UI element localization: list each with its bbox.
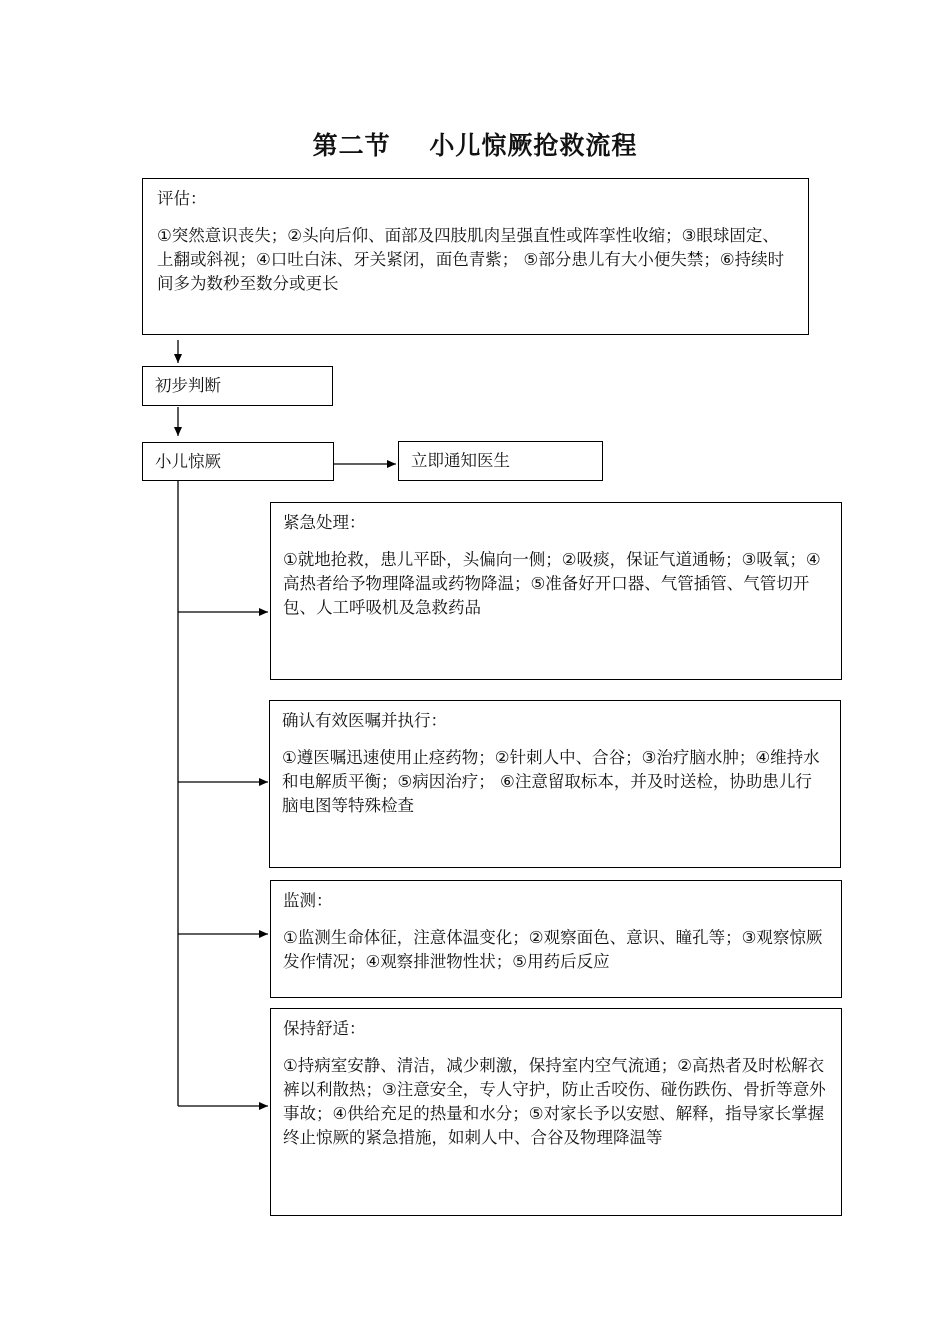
step-orders-box (269, 700, 841, 868)
step-heading: 紧急处理： (283, 513, 366, 532)
notify-doctor-box: 立即通知医生 (398, 441, 603, 481)
step-emergency-box (270, 502, 842, 680)
step-text: ①监测生命体征，注意体温变化；②观察面色、意识、瞳孔等；③观察惊厥发作情况；④观察排泄物性状；⑤用药后反应 (283, 928, 823, 971)
assessment-text: ①突然意识丧失；②头向后仰、面部及四肢肌肉呈强直性或阵挛性收缩；③眼球固定、上翻或斜视；④口吐白沫、牙关紧闭，面色青紫； ⑤部分患儿有大小便失禁；⑥持续时间多为数秒至数分或更长 (157, 226, 785, 293)
step-comfort-box (270, 1008, 842, 1216)
initial-judgment-box: 初步判断 (142, 366, 333, 406)
step-heading: 确认有效医嘱并执行： (282, 711, 447, 730)
assessment-box (142, 178, 809, 335)
step-heading: 保持舒适： (283, 1019, 366, 1038)
step-text: ①持病室安静、清洁，减少刺激，保持室内空气流通；②高热者及时松解衣裤以利散热；③注意安全，专人守护，防止舌咬伤、碰伤跌伤、骨折等意外事故；④供给充足的热量和水分；⑤对家长予以安慰、解释，指导家长掌握终止惊厥的紧急措施，如刺人中、合谷及物理降温等 (283, 1056, 826, 1147)
step-text: ①就地抢救，患儿平卧，头偏向一侧；②吸痰，保证气道通畅；③吸氧；④高热者给予物理降温或药物降温；⑤准备好开口器、气管插管、气管切开包、人工呼吸机及急救药品 (283, 550, 821, 617)
diagnosis-box: 小儿惊厥 (142, 442, 334, 481)
page-title: 第二节 小儿惊厥抢救流程 (312, 131, 638, 160)
assessment-heading: 评估： (157, 189, 207, 208)
step-heading: 监测： (283, 891, 333, 910)
step-monitor-box (270, 880, 842, 998)
step-text: ①遵医嘱迅速使用止痉药物；②针刺人中、合谷；③治疗脑水肿；④维持水和电解质平衡；⑤病因治疗； ⑥注意留取标本，并及时送检，协助患儿行脑电图等特殊检查 (282, 748, 820, 815)
